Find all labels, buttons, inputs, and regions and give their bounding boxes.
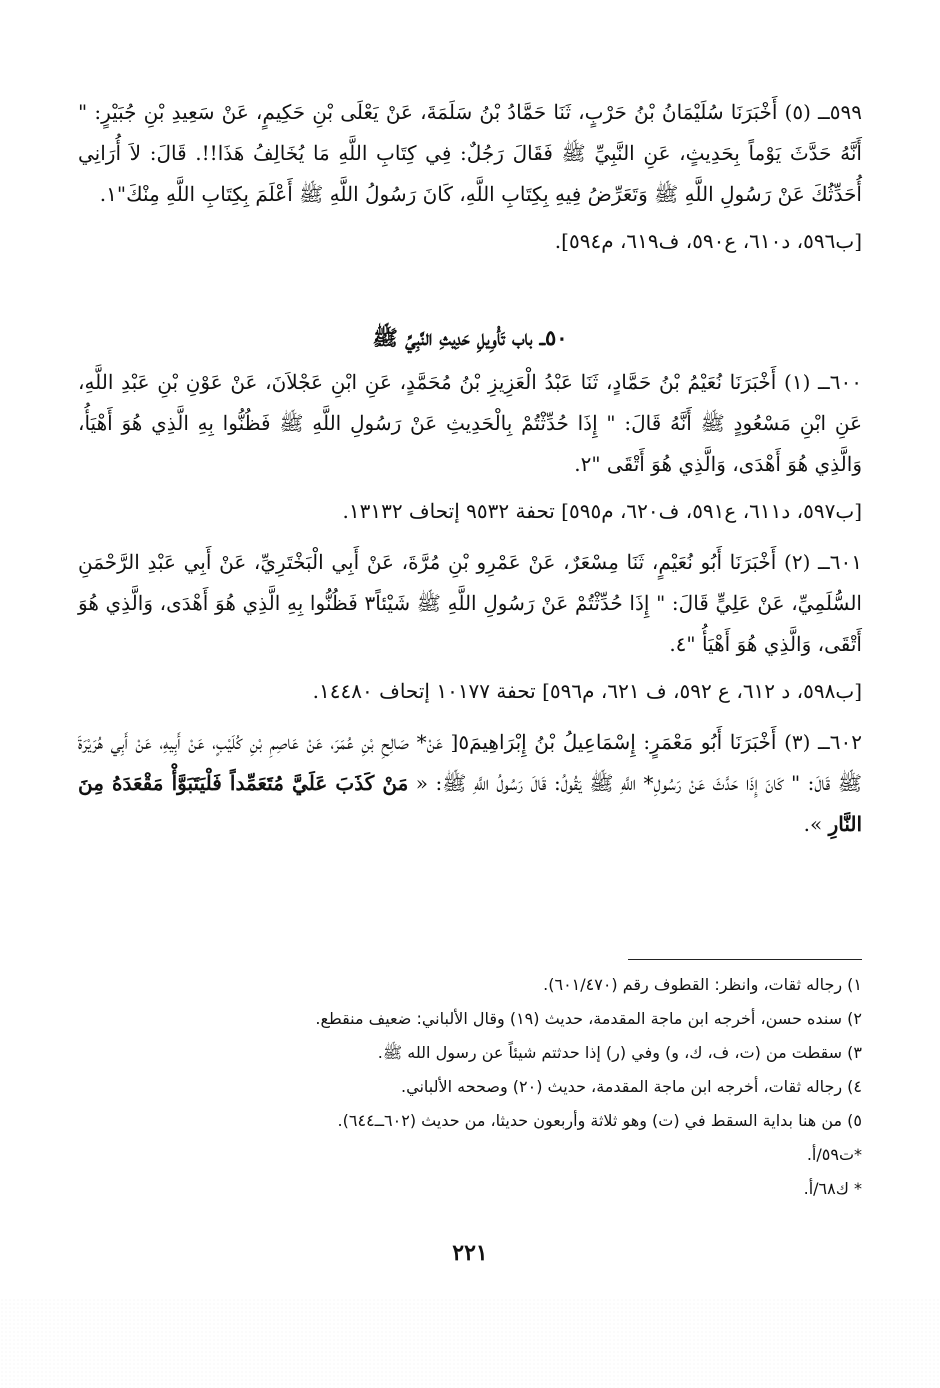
hadith-602-text bbox=[78, 722, 862, 845]
footnote-manuscript-k: * ك٦٨/أ. bbox=[803, 1179, 862, 1198]
footnote-4: ٤) رجاله ثقات، أخرجه ابن ماجة المقدمة، حديث (٢٠) وصححه الألباني. bbox=[401, 1077, 862, 1096]
hadith-602-prophetic-quote: مَنْ كَذَبَ عَلَيَّ مُتَعَمِّداً فَلْيَتَبَوَّأْ مَقْعَدَهُ مِنَ النَّارِ bbox=[78, 771, 862, 836]
scan-noise bbox=[0, 1298, 940, 1388]
footnote-manuscript-t: *ت٥٩/أ. bbox=[806, 1145, 862, 1164]
footnotes bbox=[78, 968, 862, 1206]
hadith-599-references: [ب٥٩٦، د٦١٠، ع٥٩٠، ف٦١٩، م٥٩٤]. bbox=[554, 229, 862, 253]
chapter-title: ٥٠ــ باب تَأْوِيلِ حَدِيثِ النَّبِيِّ ﷺ bbox=[372, 325, 568, 350]
footnote-5: ٥) من هنا بداية السقط في (ت) وهو ثلاثة وأربعون حديثا، من حديث (٦٠٢ــ٦٤٤). bbox=[337, 1111, 862, 1130]
hadith-601-text: ٦٠١ــ (٢) أَخْبَرَنَا أَبُو نُعَيْمٍ، ثَنَا مِسْعَرٌ، عَنْ عَمْرِو بْنِ مُرَّةَ، عَنْ أَبِي الْبَخْتَرِيِّ، عَنْ أَبِي عَبْدِ الرَّحْمَنِ السُّلَمِيِّ، عَنْ عَلِيٍّ قَالَ: " إِذَا حُدِّثْتُمْ عَنْ رَسُولِ اللَّهِ ﷺ شَيْئاً٣ فَظُنُّوا بِهِ الَّذِي هُوَ أَهْدَى، وَالَّذِي هُوَ أَتْقَى، وَالَّذِي هُوَ أَهْيَأُ "٤. bbox=[78, 550, 862, 656]
hadith-600-text: ٦٠٠ــ (١) أَخْبَرَنَا نُعَيْمُ بْنُ حَمَّادٍ، ثَنَا عَبْدُ الْعَزِيزِ بْنُ مُحَمَّدٍ، عَنِ ابْنِ عَجْلاَنَ، عَنْ عَوْنِ بْنِ عَبْدِ اللَّهِ، عَنِ ابْنِ مَسْعُودٍ ﷺ أَنَّهُ قَالَ: " إِذَا حُدِّثْتُمْ بِالْحَدِيثِ عَنْ رَسُولِ اللَّهِ ﷺ فَظُنُّوا بِهِ الَّذِي هُوَ أَهْيَأُ، وَالَّذِي هُوَ أَهْدَى، وَالَّذِي هُوَ أَتْقَى "٢. bbox=[78, 370, 862, 476]
footnote-3: ٣) سقطت من (ت، ف، ك، و) وفي (ر) إذا حدثتم شيئاً عن رسول الله ﷺ. bbox=[377, 1043, 862, 1062]
hadith-602-closing: ». bbox=[803, 812, 829, 836]
footnote-2: ٢) سنده حسن، أخرجه ابن ماجة المقدمة، حديث (١٩) وقال الألباني: ضعيف منقطع. bbox=[315, 1009, 862, 1028]
footnote-1: ١) رجاله ثقات، وانظر: القطوف رقم (٦٠١/٤٧٠). bbox=[543, 975, 862, 994]
hadith-601-references: [ب٥٩٨، د ٦١٢، ع ٥٩٢، ف ٦٢١، م٥٩٦] تحفة ١٠١٧٧ إتحاف ١٤٤٨٠. bbox=[312, 679, 862, 703]
hadith-602-isnad: ٦٠٢ــ (٣) أَخْبَرَنَا أَبُو مَعْمَرٍ: إِسْمَاعِيلُ بْنُ إِبْرَاهِيمَ٥[ عَنْ* صَالِحِ بْنِ عُمَرَ، عَنْ عَاصِمِ بْنِ كُلَيْبٍ، عَنْ أَبِيهِ، عَنْ أَبِي هُرَيْرَةَ ﷺ قَالَ: " كَانَ إِذَا حَدَّثَ عَنْ رَسُولِ* اللَّهِ ﷺ يَقُولُ: قَالَ رَسُولُ اللَّهِ ﷺ: « bbox=[78, 730, 862, 795]
hadith-599-text: ٥٩٩ــ (٥) أَخْبَرَنَا سُلَيْمَانُ بْنُ حَرْبٍ، ثَنَا حَمَّادُ بْنُ سَلَمَةَ، عَنْ يَعْلَى بْنِ حَكِيمٍ، عَنْ سَعِيدِ بْنِ جُبَيْرٍ: " أَنَّهُ حَدَّثَ يَوْماً بِحَدِيثٍ، عَنِ النَّبِيِّ ﷺ فَقَالَ رَجُلٌ: فِي كِتَابِ اللَّهِ مَا يُخَالِفُ هَذَا!!. قَالَ: لاَ أُرَانِي أُحَدِّثُكَ عَنْ رَسُولِ اللَّهِ ﷺ وَتَعَرِّضُ فِيهِ بِكِتَابِ اللَّهِ، كَانَ رَسُولُ اللَّهِ ﷺ أَعْلَمَ بِكِتَابِ اللَّهِ مِنْكَ"١. bbox=[78, 100, 862, 206]
page-number: ٢٢١ bbox=[452, 1240, 488, 1266]
hadith-600-references: [ب٥٩٧، د٦١١، ع٥٩١، ف٦٢٠، م٥٩٥] تحفة ٩٥٣٢ إتحاف ١٣١٣٢. bbox=[342, 499, 862, 523]
footnote-divider bbox=[628, 959, 862, 960]
